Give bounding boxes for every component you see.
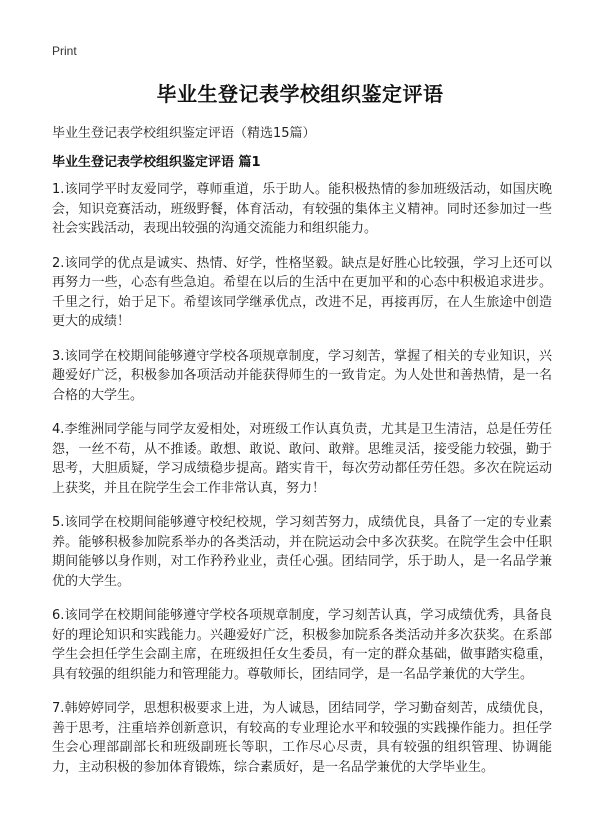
section-heading: 毕业生登记表学校组织鉴定评语 篇1 (52, 155, 261, 170)
paragraph-3: 3.该同学在校期间能够遵守学校各项规章制度，学习刻苦，掌握了相关的专业知识，兴趣爱好广泛，积极参加各项活动并能获得师生的一致肯定。为人处世和善热情，是一名合格的大学生。 (52, 348, 552, 403)
paragraph-1: 1.该同学平时友爱同学，尊师重道，乐于助人。能积极热情的参加班级活动，如国庆晚会，知识竞赛活动，班级野餐，体育活动，有较强的集体主义精神。同时还参加过一些社会实践活动，表现出较强的沟通交流能力和组织能力。 (52, 182, 552, 236)
page-title: 毕业生登记表学校组织鉴定评语 (156, 82, 444, 106)
paragraph-5: 5.该同学在校期间能够遵守校纪校规，学习刻苦努力，成绩优良，具备了一定的专业素养。能够积极参加院系举办的各类活动，并在院运动会中多次获奖。在院学生会中任职期间能够以身作则，对工作矜矜业业，责任心强。团结同学，乐于助人，是一名品学兼优的大学生。 (52, 515, 552, 589)
document-subtitle: 毕业生登记表学校组织鉴定评语（精选15篇） (52, 126, 316, 141)
paragraph-6: 6.该同学在校期间能够遵守学校各项规章制度，学习刻苦认真，学习成绩优秀，具备良好的理论知识和实践能力。兴趣爱好广泛，积极参加院系各类活动并多次获奖。在系部学生会担任学生会副主席，在班级担任女生委员，有一定的群众基础，做事踏实稳重，具有较强的组织能力和管理能力。尊敬师长，团结同学，是一名品学兼优的大学生。 (52, 608, 552, 682)
print-link[interactable]: Print (52, 44, 77, 58)
paragraph-list (52, 180, 552, 792)
paragraph-7: 7.韩婷婷同学，思想积极要求上进，为人诚恳，团结同学，学习勤奋刻苦，成绩优良，善于思考，注重培养创新意识，有较高的专业理论水平和较强的实践操作能力。担任学生会心理部副部长和班级副班长等职，工作尽心尽责，具有较强的组织管理、协调能力，主动积极的参加体育锻炼，综合素质好，是一名品学兼优的大学毕业生。 (52, 701, 552, 775)
paragraph-2: 2.该同学的优点是诚实、热情、好学，性格坚毅。缺点是好胜心比较强，学习上还可以再努力一些，心态有些急迫。希望在以后的生活中在更加平和的心态中积极追求进步。千里之行，始于足下。希望该同学继承优点，改进不足，再接再厉，在人生旅途中创造更大的成绩！ (52, 255, 552, 329)
paragraph-4: 4.李维洲同学能与同学友爱相处，对班级工作认真负责，尤其是卫生清洁，总是任劳任怨，一丝不苟，从不推诿。敢想、敢说、敢问、敢辩。思维灵活，接受能力较强，勤于思考，大胆质疑，学习成绩稳步提高。踏实肯干，每次劳动都任劳任怨。多次在院运动上获奖，并且在院学生会工作非常认真，努力！ (52, 422, 552, 496)
